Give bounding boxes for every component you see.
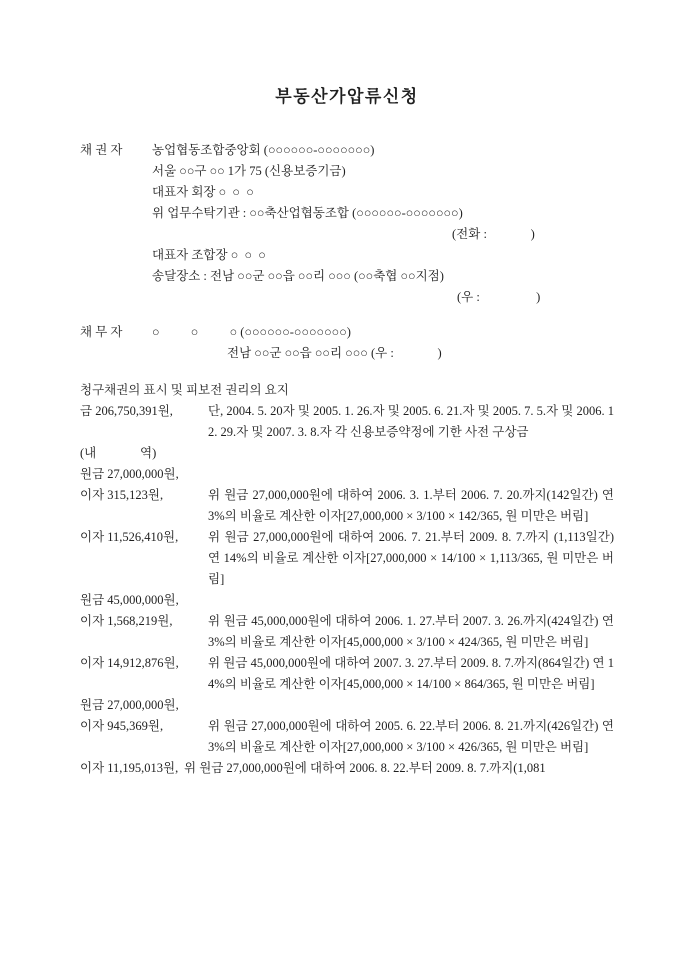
breakdown-item-label: 이자 945,369원, [80, 719, 164, 733]
breakdown-row-interest [80, 485, 614, 527]
breakdown-row-interest [80, 611, 614, 653]
claim-heading: 청구채권의 표시 및 피보전 권리의 요지 [80, 383, 289, 397]
breakdown-item-desc: 위 원금 45,000,000원에 대하여 2006. 1. 27.부터 2007. 3. 26.까지(424일간) 연 3%의 비율로 계산한 이자[45,000,000 × 3/100 × 424/365, 원 미만은 버림] [208, 614, 614, 649]
breakdown-item-label: 원금 27,000,000원, [80, 698, 179, 712]
debtor-section [80, 322, 614, 364]
breakdown-item-label: 원금 45,000,000원, [80, 593, 179, 607]
creditor-details [152, 140, 614, 308]
breakdown-item-desc [208, 590, 614, 611]
breakdown-row-principal [80, 590, 614, 611]
debtor-details [152, 322, 614, 364]
creditor-postal-code: (우 : ) [457, 290, 541, 304]
creditor-representative: 대표자 회장 ○ ○ ○ [152, 185, 254, 199]
breakdown-item-label: 이자 11,195,013원, [80, 761, 179, 775]
creditor-trustee-representative: 대표자 조합장 ○ ○ ○ [152, 248, 266, 262]
creditor-name: 농업협동조합중앙회 (○○○○○○-○○○○○○○) [152, 143, 375, 157]
creditor-trustee: 위 업무수탁기관 : ○○축산업협동조합 (○○○○○○-○○○○○○○) [152, 206, 463, 220]
document-title: 부동산가압류신청 [275, 87, 419, 106]
creditor-service-address: 송달장소 : 전남 ○○군 ○○읍 ○○리 ○○○ (○○축협 ○○지점) [152, 269, 444, 283]
breakdown-row-interest [80, 527, 614, 590]
breakdown-item-desc: 위 원금 27,000,000원에 대하여 2006. 3. 1.부터 2006. 7. 20.까지(142일간) 연 3%의 비율로 계산한 이자[27,000,000 × 3/100 × 142/365, 원 미만은 버림] [208, 488, 614, 523]
creditor-address: 서울 ○○구 ○○ 1가 75 (신용보증기금) [152, 164, 346, 178]
debtor-row [80, 322, 614, 364]
claim-amount-row [80, 401, 614, 443]
breakdown-row-interest [80, 758, 614, 779]
breakdown-item-desc: 위 원금 27,000,000원에 대하여 2006. 8. 22.부터 2009. 8. 7.까지(1,081 [184, 761, 546, 775]
debtor-address: 전남 ○○군 ○○읍 ○○리 ○○○ (우 : ) [227, 346, 442, 360]
creditor-row [80, 140, 614, 308]
creditor-phone: (전화 : ) [452, 227, 535, 241]
breakdown-item-desc: 위 원금 27,000,000원에 대하여 2006. 7. 21.부터 2009. 8. 7.까지 (1,113일간) 연 14%의 비율로 계산한 이자[27,000,000 × 14/100 × 1,113/365, 원 미만은 버림] [208, 530, 614, 586]
breakdown-item-desc: 위 원금 45,000,000원에 대하여 2007. 3. 27.부터 2009. 8. 7.까지(864일간) 연 14%의 비율로 계산한 이자[45,000,000 × 14/100 × 864/365, 원 미만은 버림] [208, 656, 614, 691]
breakdown-item-desc: 위 원금 27,000,000원에 대하여 2005. 6. 22.부터 2006. 8. 21.까지(426일간) 연 3%의 비율로 계산한 이자[27,000,000 × 3/100 × 426/365, 원 미만은 버림] [208, 719, 614, 754]
breakdown-row-interest [80, 653, 614, 695]
breakdown-item-label: 이자 11,526,410원, [80, 530, 179, 544]
breakdown-item-label: 원금 27,000,000원, [80, 467, 179, 481]
breakdown-heading: (내 역) [80, 446, 157, 460]
debtor-name: ○ ○ ○ (○○○○○○-○○○○○○○) [152, 325, 351, 339]
debtor-label: 채 무 자 [80, 325, 123, 339]
breakdown-item-label: 이자 14,912,876원, [80, 656, 179, 670]
breakdown-item-label: 이자 315,123원, [80, 488, 164, 502]
breakdown-item-desc [208, 695, 614, 716]
creditor-section [80, 140, 614, 308]
breakdown-row-principal [80, 695, 614, 716]
creditor-label: 채 권 자 [80, 143, 123, 157]
breakdown-row-interest [80, 716, 614, 758]
claim-amount-label: 금 206,750,391원, [80, 404, 173, 418]
claim-amount-desc: 단, 2004. 5. 20자 및 2005. 1. 26.자 및 2005. 6. 21.자 및 2005. 7. 5.자 및 2006. 12. 29.자 및 2007. 3. 8.자 각 신용보증약정에 기한 사전 구상금 [208, 404, 614, 439]
breakdown-item-desc [208, 464, 614, 485]
breakdown-item-label: 이자 1,568,219원, [80, 614, 173, 628]
claim-section [80, 380, 614, 779]
breakdown-row-principal [80, 464, 614, 485]
